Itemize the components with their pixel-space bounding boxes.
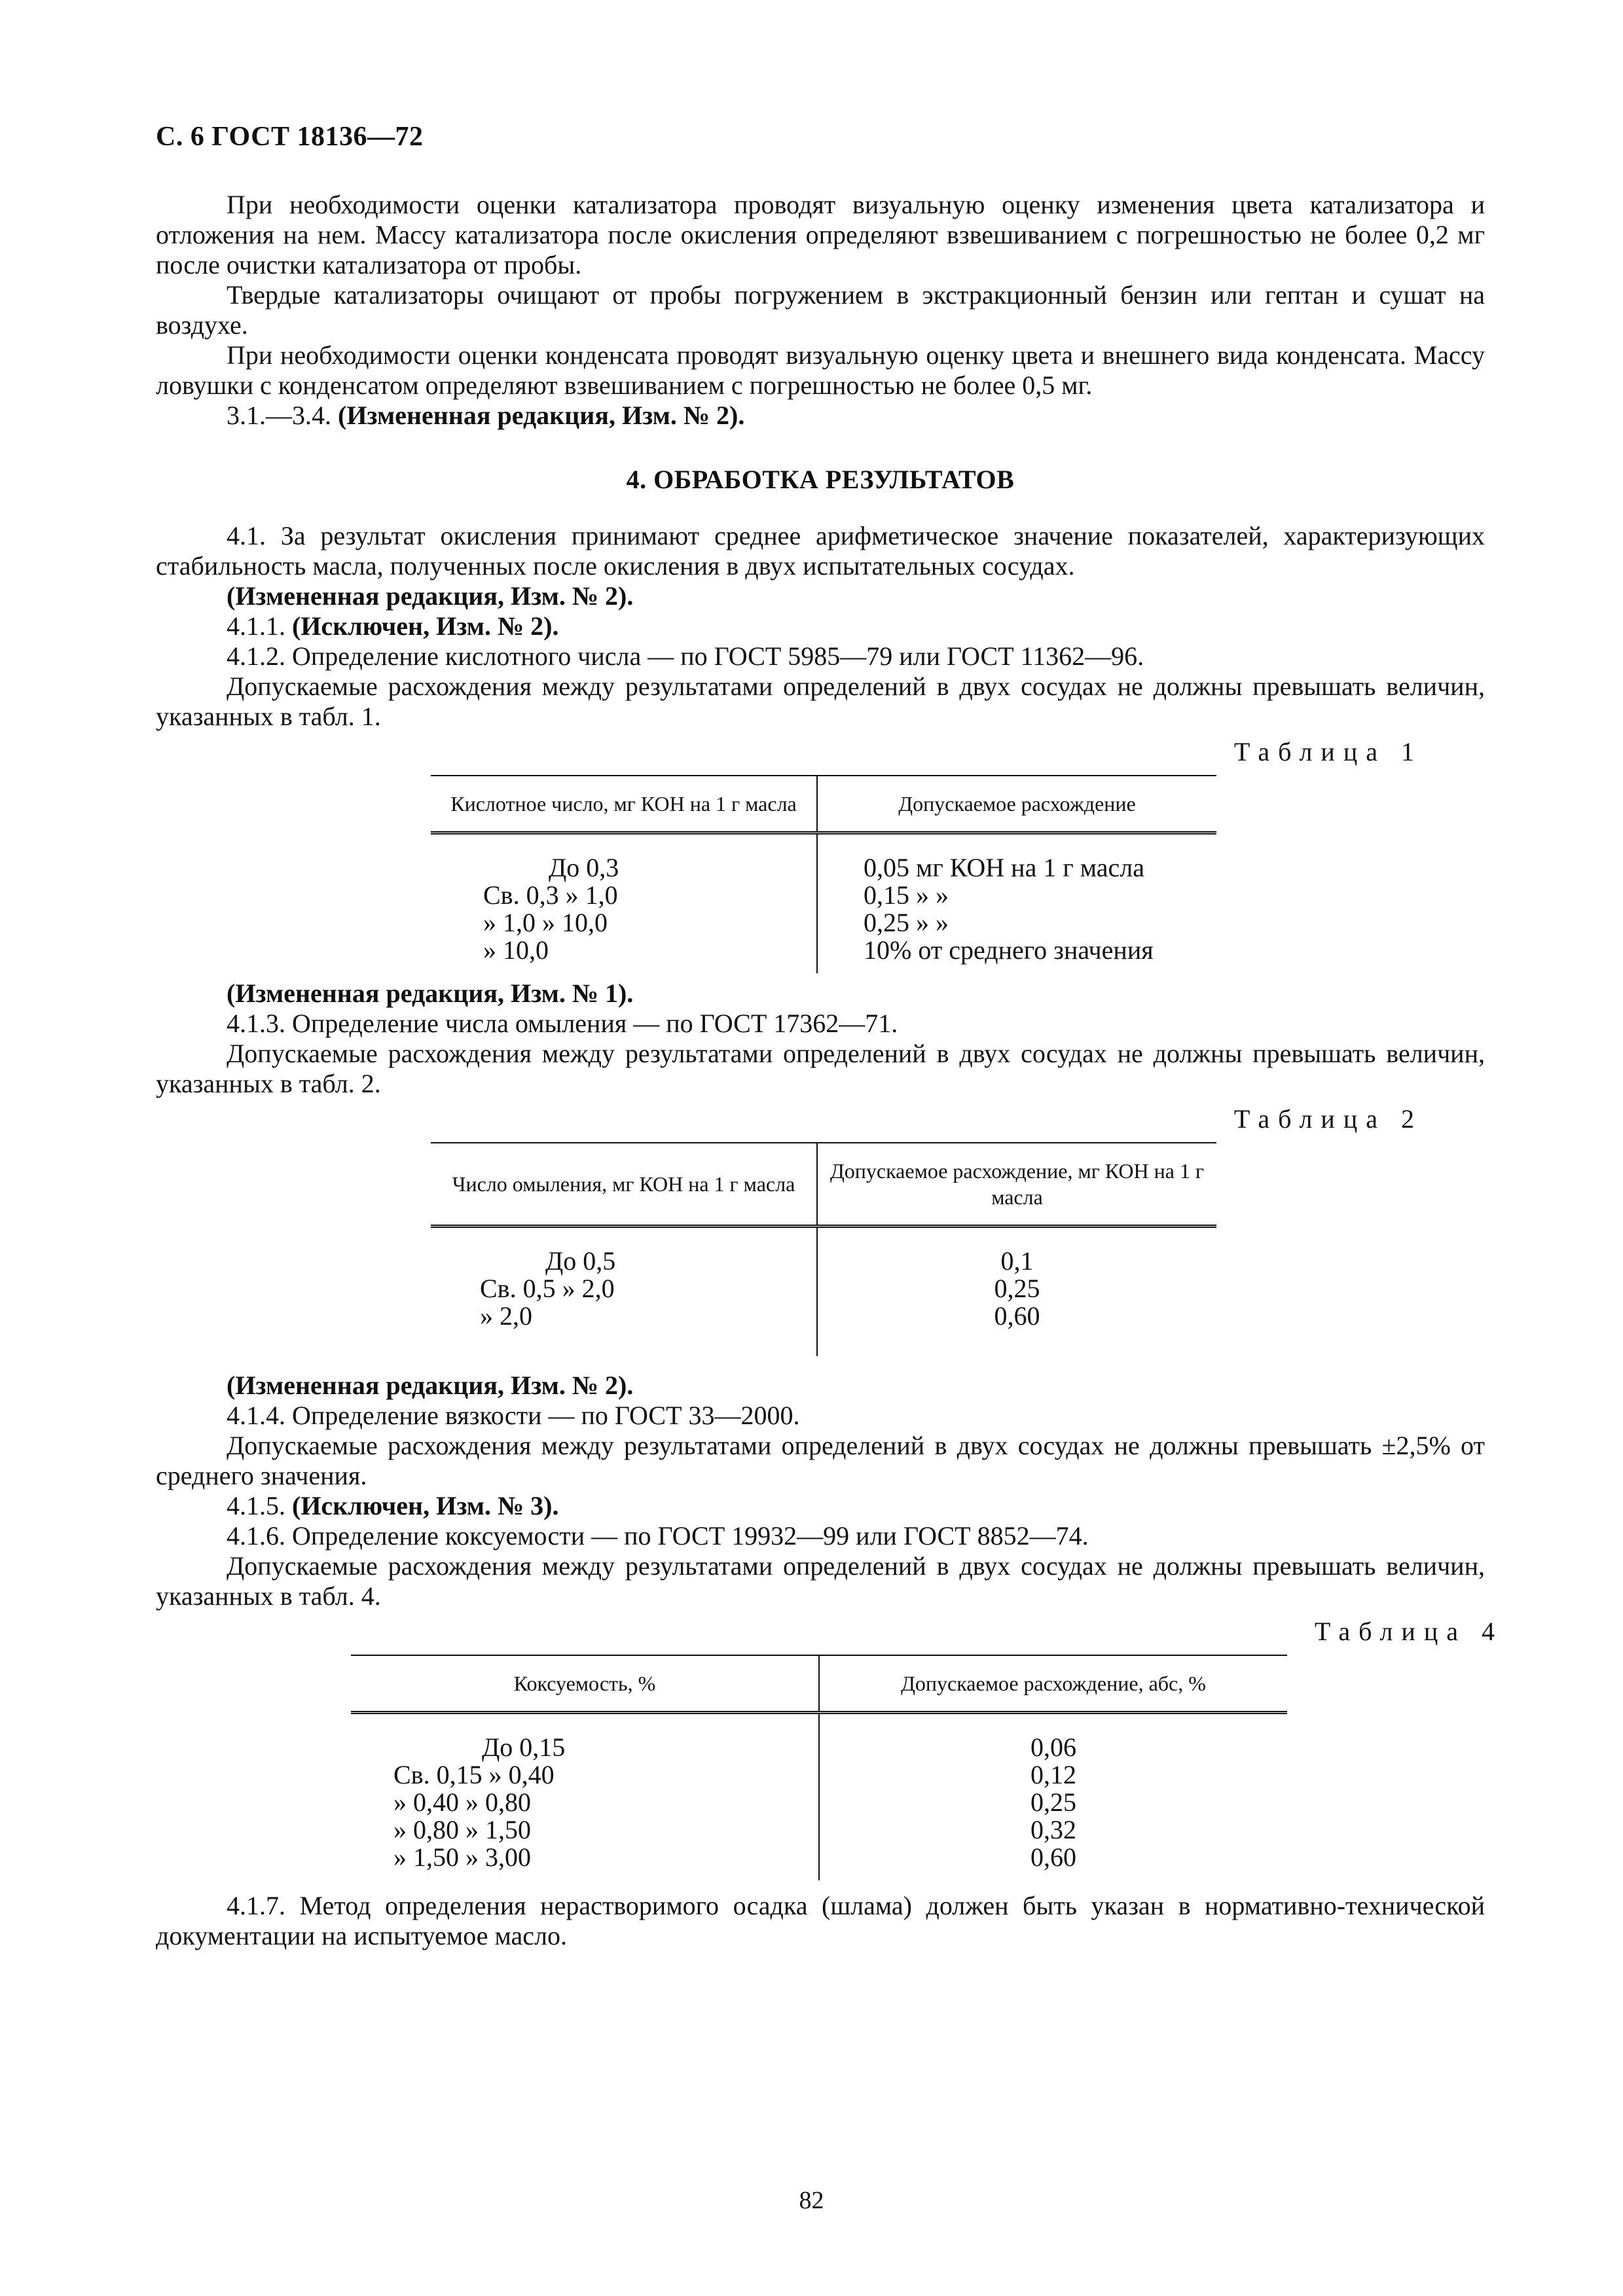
table4-cell: 0,12 xyxy=(819,1761,1287,1789)
revision-note-4-1: (Измененная редакция, Изм. № 2). xyxy=(227,581,634,611)
table2-caption: Таблица 2 xyxy=(1233,1104,1423,1134)
paragraph-4-1-4: 4.1.4. Определение вязкости — по ГОСТ 33—2000. xyxy=(227,1401,800,1430)
paragraph-catalyst-cleaning: Твердые катализаторы очищают от пробы погружением в экстракционный бензин или гептан и сушат на воздухе. xyxy=(156,280,1485,340)
table1-header-col2: Допускаемое расхождение xyxy=(817,776,1216,833)
page-header: С. 6 ГОСТ 18136—72 xyxy=(156,122,424,152)
table2-cell: 0,25 xyxy=(817,1275,1216,1302)
table4-caption: Таблица 4 xyxy=(1314,1617,1503,1646)
table1-cell: 0,05 мг КОН на 1 г масла xyxy=(817,833,1216,882)
clause-number: 4.1.5. xyxy=(227,1491,285,1520)
table4-cell: До 0,15 xyxy=(482,1732,566,1762)
paragraph-4-1: 4.1. За результат окисления принимают среднее арифметическое значение показателей, характеризующих стабильность масла, полученных после окисления в двух испытательных сосудах. xyxy=(156,521,1485,581)
table2-cell: » 2,0 xyxy=(480,1301,532,1331)
table4-header-col1: Коксуемость, % xyxy=(351,1655,819,1713)
table2-cell: Св. 0,5 » 2,0 xyxy=(480,1274,615,1303)
clause-number: 4.1.1. xyxy=(227,611,285,641)
table-2 xyxy=(431,1142,1216,1356)
paragraph-4-1-3-tolerance: Допускаемые расхождения между результатами определений в двух сосудах не должны превышать величин, указанных в табл. 2. xyxy=(156,1039,1485,1098)
table1-caption: Таблица 1 xyxy=(1233,737,1423,766)
paragraph-4-1-2-tolerance: Допускаемые расхождения между результатами определений в двух сосудах не должны превышать величин, указанных в табл. 1. xyxy=(156,672,1485,731)
document-body xyxy=(156,190,1503,1951)
table-1 xyxy=(431,775,1216,973)
excluded-note: (Исключен, Изм. № 3). xyxy=(292,1491,559,1520)
revision-note: (Измененная редакция, Изм. № 2). xyxy=(338,401,745,430)
section-title: 4. ОБРАБОТКА РЕЗУЛЬТАТОВ xyxy=(626,465,1015,494)
table1-cell: 0,15 » » xyxy=(817,882,1216,909)
paragraph-4-1-7: 4.1.7. Метод определения нерастворимого осадка (шлама) должен быть указан в нормативно-технической документации на испытуемое масло. xyxy=(156,1891,1485,1950)
page-number: 82 xyxy=(799,2187,824,2214)
paragraph-4-1-4-tolerance: Допускаемые расхождения между результатами определений в двух сосудах не должны превышать ±2,5% от среднего значения. xyxy=(156,1431,1485,1490)
revision-note-table1: (Измененная редакция, Изм. № 1). xyxy=(227,978,634,1008)
table4-cell: » 0,80 » 1,50 xyxy=(393,1815,531,1844)
table4-cell: » 0,40 » 0,80 xyxy=(393,1787,531,1817)
clause-range: 3.1.—3.4. xyxy=(227,401,331,430)
paragraph-4-1-1 xyxy=(156,611,1485,641)
table2-cell: 0,60 xyxy=(817,1302,1216,1356)
table2-header-col1: Число омыления, мг КОН на 1 г масла xyxy=(431,1143,817,1227)
table1-cell: До 0,3 xyxy=(549,853,619,882)
table1-cell: 10% от среднего значения xyxy=(817,937,1216,973)
table4-cell: 0,06 xyxy=(819,1713,1287,1762)
table4-cell: 0,32 xyxy=(819,1816,1287,1844)
paragraph-catalyst-evaluation: При необходимости оценки катализатора проводят визуальную оценку изменения цвета катализатора и отложения на нем. Массу катализатора после окисления определяют взвешиванием с погрешностью не более 0,2 мг после очистки катализатора от пробы. xyxy=(156,190,1485,279)
table1-cell: Св. 0,3 » 1,0 xyxy=(483,880,618,910)
paragraph-4-1-6: 4.1.6. Определение коксуемости — по ГОСТ 19932—99 или ГОСТ 8852—74. xyxy=(227,1521,1089,1551)
paragraph-condensate-evaluation: При необходимости оценки конденсата проводят визуальную оценку цвета и внешнего вида конденсата. Массу ловушки с конденсатом определяют взвешиванием с погрешностью не более 0,5 мг. xyxy=(156,340,1485,400)
table2-cell: 0,1 xyxy=(817,1227,1216,1276)
table-4 xyxy=(351,1655,1287,1880)
table1-cell: » 10,0 xyxy=(483,935,549,965)
table4-cell: » 1,50 » 3,00 xyxy=(393,1842,531,1872)
paragraph-4-1-5 xyxy=(156,1491,1485,1521)
excluded-note: (Исключен, Изм. № 2). xyxy=(292,611,559,641)
paragraph-4-1-2: 4.1.2. Определение кислотного числа — по ГОСТ 5985—79 или ГОСТ 11362—96. xyxy=(227,641,1144,671)
revision-note-table2: (Измененная редакция, Изм. № 2). xyxy=(227,1371,634,1400)
table4-cell: Св. 0,15 » 0,40 xyxy=(393,1760,555,1789)
table4-header-col2: Допускаемое расхождение, абс, % xyxy=(819,1655,1287,1713)
table1-header-col1: Кислотное число, мг КОН на 1 г масла xyxy=(431,776,817,833)
table2-header-col2: Допускаемое расхождение, мг КОН на 1 г масла xyxy=(817,1143,1216,1227)
table4-cell: 0,60 xyxy=(819,1844,1287,1880)
table1-cell: » 1,0 » 10,0 xyxy=(483,908,608,937)
paragraph-4-1-6-tolerance: Допускаемые расхождения между результатами определений в двух сосудах не должны превышать величин, указанных в табл. 4. xyxy=(156,1551,1485,1611)
table1-cell: 0,25 » » xyxy=(817,909,1216,937)
paragraph-revision-note-3 xyxy=(156,401,1485,431)
paragraph-4-1-3: 4.1.3. Определение числа омыления — по ГОСТ 17362—71. xyxy=(227,1009,898,1038)
table4-cell: 0,25 xyxy=(819,1789,1287,1816)
table2-cell: До 0,5 xyxy=(545,1246,616,1276)
